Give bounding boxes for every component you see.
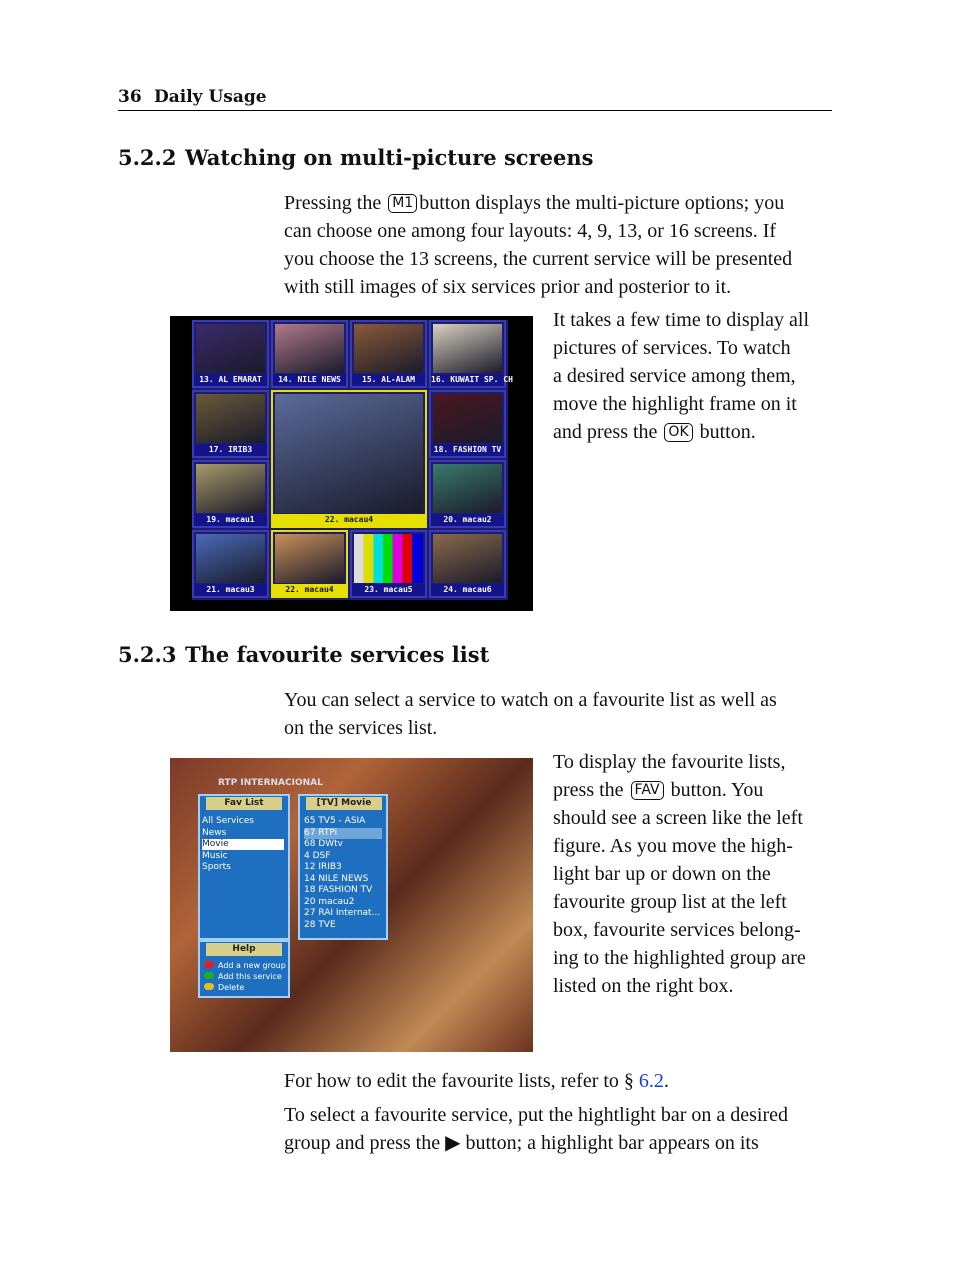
fav-group-item[interactable]: Sports [202,862,231,872]
fav-group-item[interactable]: Music [202,850,228,861]
running-header: Daily Usage [154,87,267,107]
screen-label: 19. macau1 [194,514,267,526]
screen-thumbnail [275,534,344,583]
fav-service-item[interactable]: 68 DWtv [304,839,343,849]
screen-tile [429,460,506,528]
fav-group-item[interactable]: News [202,827,227,838]
favourite-list-screenshot [170,758,533,1052]
paragraph-fav-display: To display the favourite lists, press the FAV button. You should see a screen like the left figure. As you move the high- light bar up or down on the favourite group list at the left box, favourite services belong- ing to the highlighted group are listed on the right box. [553,751,806,997]
screen-thumbnail [433,324,502,373]
fav-services-title: [TV] Movie [306,797,382,810]
color-button-icon [204,961,214,968]
color-button-icon [204,983,214,990]
screen-thumbnail [354,324,423,373]
channel-logo: RTP INTERNACIONAL [218,778,323,788]
screen-tile [192,320,269,388]
page-number: 36 [118,87,142,107]
screen-label: 20. macau2 [431,514,504,526]
screen-thumbnail [196,324,265,373]
screen-thumbnail [196,394,265,443]
fav-service-item[interactable]: 12 IRIB3 [304,862,342,872]
screen-tile [429,390,506,458]
screen-tile [271,390,427,528]
section-title: Watching on multi-picture screens [185,145,594,170]
help-item: Add this service [204,971,282,982]
help-item: Add a new group [204,960,286,971]
screen-tile [350,530,427,598]
fav-group-item[interactable]: Movie [202,839,284,850]
screen-tile [429,320,513,388]
screen-thumbnail [433,534,502,583]
section-number: 5.2.2 [118,145,177,170]
screen-label: 24. macau6 [431,584,504,596]
fav-service-item[interactable]: 28 TVE [304,919,336,930]
screen-label: 13. AL EMARAT [194,374,267,386]
fav-service-item[interactable]: 4 DSF [304,850,331,861]
fav-group-panel [198,794,290,940]
screen-label: 18. FASHION TV [431,444,504,456]
fav-service-item[interactable]: 20 macau2 [304,896,355,907]
fav-service-item[interactable]: 65 TV5 - ASIA [304,816,366,826]
screen-label: 16. KUWAIT SP. CH [431,375,513,384]
screen-label: 22. macau4 [273,514,425,526]
fav-key-icon: FAV [631,781,664,800]
screen-tile [192,530,269,598]
help-item: Delete [204,982,244,993]
paragraph-highlight: It takes a few time to display all pictures of services. To watch a desired service among them, move the highlight frame on it and press the OK button. [553,309,810,443]
paragraph-edit-reference: For how to edit the favourite lists, refer to § 6.2. [284,1070,669,1092]
ok-key-icon: OK [664,423,692,442]
screen-label: 23. macau5 [352,584,425,596]
screen-label: 17. IRIB3 [194,444,267,456]
section-title: The favourite services list [185,642,490,667]
screen-thumbnail [275,324,344,373]
screen-thumbnail [196,464,265,513]
paragraph-multipicture: Pressing the M1 button displays the multi-picture options; you can choose one among four layouts: 4, 9, 13, or 16 screens. If you choose the 13 screens, the current service will be presented with still images of six services prior and posterior to it. [284,192,793,298]
screen-tile [429,530,506,598]
screen-tile [192,460,269,528]
fav-group-item[interactable]: All Services [202,816,254,826]
fav-service-item[interactable]: 67 RTPi [304,828,382,839]
fav-service-item[interactable]: 14 NILE NEWS [304,873,369,884]
screen-label: 21. macau3 [194,584,267,596]
multi-picture-grid [192,320,513,600]
screen-thumbnail [433,464,502,513]
paragraph-favourite-intro: You can select a service to watch on a favourite list as well as on the services list. [284,689,777,739]
paragraph-select-favourite: To select a favourite service, put the hightlight bar on a desired group and press the ▶ button; a highlight bar appears on its [284,1104,788,1154]
multi-picture-screenshot [170,316,533,611]
fav-service-item[interactable]: 18 FASHION TV [304,885,373,895]
screen-tile [271,320,348,388]
screen-tile [192,390,269,458]
help-title: Help [206,943,282,956]
fav-list-title: Fav List [206,797,282,810]
screen-tile [271,530,348,598]
fav-services-panel [298,794,388,940]
m1-key-icon: M1 [388,194,417,213]
screen-thumbnail [275,394,423,513]
screen-label: 14. NILE NEWS [273,374,346,386]
header-rule [118,110,832,111]
section-number: 5.2.3 [118,642,177,667]
screen-thumbnail [433,394,502,443]
right-arrow-icon: ▶ [445,1132,461,1154]
section-link[interactable]: 6.2 [638,1070,664,1092]
screen-thumbnail [354,534,423,583]
help-panel [198,940,290,998]
screen-label: 22. macau4 [273,584,346,596]
fav-service-item[interactable]: 27 RAI Internat... [304,908,381,918]
screen-label: 15. AL-ALAM [352,374,425,386]
screen-tile [350,320,427,388]
color-button-icon [204,972,214,979]
screen-thumbnail [196,534,265,583]
